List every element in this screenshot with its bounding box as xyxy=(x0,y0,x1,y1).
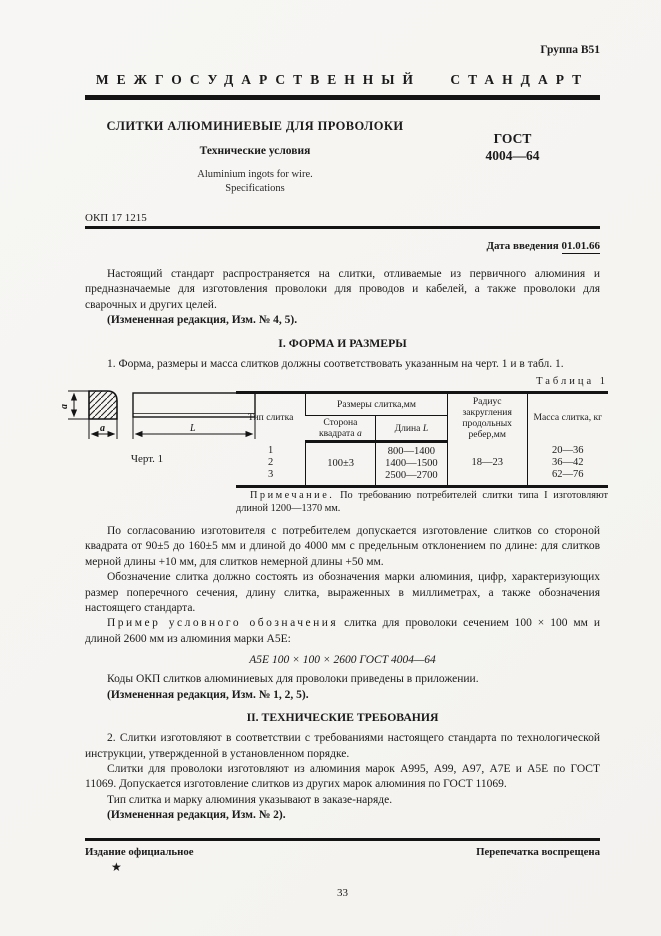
cell-radius: 18—23 xyxy=(447,442,527,487)
cell-lengths xyxy=(376,442,448,487)
official-edition-label: Издание официальное xyxy=(85,845,194,858)
gost-number: 4004—64 xyxy=(485,148,540,163)
dim-l-label: L xyxy=(190,423,196,435)
length-value: 2500—2700 xyxy=(385,470,438,482)
okp-code: ОКП 17 1215 xyxy=(85,212,147,224)
gost-label: ГОСТ xyxy=(493,131,532,146)
intro-paragraph: Настоящий стандарт распространяется на слитки, отливаемые из первичного алюминия и предназначаемые для изготовления проволоки для проводов и кабелей, а также проволоки для сварочных и других целей. xyxy=(85,268,600,311)
designation-paragraph: Обозначение слитка должно состоять из обозначения марки алюминия, цифр, характеризующих размер поперечного сечения, длину слитка, выраженных в миллиметрах, а также обозначения настоящего стандарта. xyxy=(85,571,600,615)
okp-rule xyxy=(85,226,600,229)
footer-row xyxy=(85,846,600,858)
document-title: СЛИТКИ АЛЮМИНИЕВЫЕ ДЛЯ ПРОВОЛОКИ xyxy=(106,119,404,133)
okp-codes-paragraph: Коды ОКП слитков алюминиевых для проволоки приведены в приложении. xyxy=(107,673,479,686)
gost-designation xyxy=(425,119,600,195)
reprint-prohibited-label: Перепечатка воспрещена xyxy=(476,845,600,858)
edition-star-icon: ★ xyxy=(111,859,122,874)
table-1-label: Таблица 1 xyxy=(536,376,608,388)
standard-type-heading: МЕЖГОСУДАРСТВЕННЫЙ СТАНДАРТ xyxy=(95,72,590,87)
mass-value: 36—42 xyxy=(552,457,584,469)
example-paragraph xyxy=(85,616,600,647)
header-rule xyxy=(85,95,600,100)
section-2-amendment-note: (Измененная редакция, Изм. № 2). xyxy=(107,809,286,822)
effective-date-value: 01.01.66 xyxy=(561,240,600,252)
title-en-line-1: Aluminium ingots for wire. xyxy=(197,169,313,180)
designation-formula: А5Е 100 × 100 × 2600 ГОСТ 4004—64 xyxy=(249,654,436,667)
title-en-line-2: Specifications xyxy=(225,182,285,194)
table-note xyxy=(236,489,608,515)
col-group-sizes: Размеры слитка,мм xyxy=(306,393,448,416)
dim-a-vertical-label: a xyxy=(59,404,70,410)
mass-value: 62—76 xyxy=(552,469,584,481)
type-value: 2 xyxy=(268,457,274,469)
effective-date xyxy=(85,240,600,252)
type-value: 3 xyxy=(268,469,274,481)
mass-value: 20—36 xyxy=(552,445,584,457)
col-header-type: Тип слитка xyxy=(247,412,294,424)
page-number: 33 xyxy=(337,886,348,899)
col-header-radius: Радиус закругления продольных ребер,мм xyxy=(447,393,527,442)
order-paragraph: Тип слитка и марку алюминия указывают в заказе-наряде. xyxy=(107,793,393,806)
title-block xyxy=(85,119,600,195)
note-text: По требованию потребителей слитки типа I изготовляют длиной 1200—1370 мм. xyxy=(236,490,609,515)
effective-date-label: Дата введения xyxy=(486,240,559,252)
cell-side: 100±3 xyxy=(306,442,376,487)
footer-rule xyxy=(85,838,600,841)
ingot-dimensions-table xyxy=(236,391,608,488)
cell-masses xyxy=(527,442,608,487)
agreement-paragraph: По согласованию изготовителя с потребителем допускается изготовление слитков со стороной квадрата от 90±5 до 160±5 мм и длиной до 4000 мм с предельным отклонением по длине: для слитков мерной длины +10 мм, для слитков немерной длины +50 мм. xyxy=(85,525,600,568)
document-title-english xyxy=(85,168,425,195)
table-body-row xyxy=(236,442,608,487)
col-header-side: Сторона квадрата a xyxy=(306,416,376,442)
figure-1 xyxy=(59,386,259,465)
length-value: 1400—1500 xyxy=(385,458,438,470)
marks-paragraph: Слитки для проволоки изготовляют из алюминия марок А995, А99, А97, А7Е и А5Е по ГОСТ 11069. Допускается изготовление слитков из других марок алюминия по ГОСТ 11069. xyxy=(85,762,600,791)
intro-amendment-note: (Измененная редакция, Изм. № 4, 5). xyxy=(107,314,298,327)
ingot-cross-section xyxy=(89,391,117,419)
group-label: Группа В51 xyxy=(540,44,600,56)
example-lead: Пример условного обозначения xyxy=(107,617,339,630)
note-label: Примечание. xyxy=(250,490,335,502)
dim-a-horizontal-label: a xyxy=(100,423,105,435)
title-left-column xyxy=(85,119,425,195)
figure-and-table-area xyxy=(59,376,609,524)
clause-1: 1. Форма, размеры и масса слитков должны соответствовать указанным на черт. 1 и в табл. 1. xyxy=(107,357,564,370)
figure-caption: Черт. 1 xyxy=(130,453,164,466)
side-variable: a xyxy=(356,428,362,440)
col-header-mass: Масса слитка, кг xyxy=(527,393,608,442)
example-rest: слитка для проволоки сечением 100 × 100 мм и длиной 2600 мм из алюминия марки А5Е: xyxy=(85,617,600,645)
document-subtitle: Технические условия xyxy=(199,145,311,157)
section-1-amendment-note: (Измененная редакция, Изм. № 1, 2, 5). xyxy=(107,688,309,701)
length-value: 800—1400 xyxy=(387,446,435,458)
length-variable: L xyxy=(422,422,429,434)
section-1-heading: I. ФОРМА И РАЗМЕРЫ xyxy=(278,336,407,350)
clause-2: 2. Слитки изготовляют в соответствии с требованиями настоящего стандарта по технологической инструкции, утвержденной в установленном порядке. xyxy=(85,732,600,760)
type-value: 1 xyxy=(268,445,274,457)
ingot-drawing xyxy=(59,386,259,444)
section-2-heading: II. ТЕХНИЧЕСКИЕ ТРЕБОВАНИЯ xyxy=(246,711,439,725)
col-header-length: Длина L xyxy=(376,416,448,442)
